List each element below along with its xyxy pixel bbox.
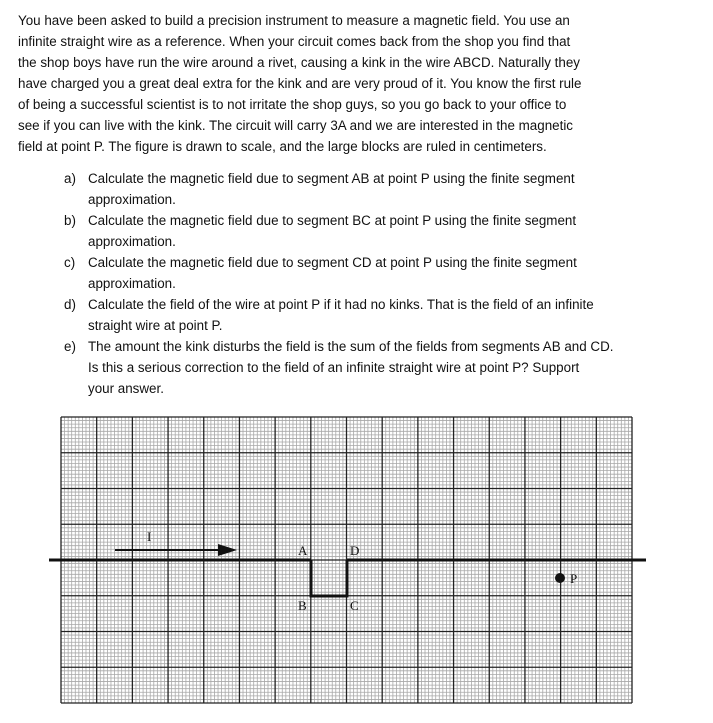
intro-line: have charged you a great deal extra for the kink and are very proud of it. You know the first rule — [18, 76, 582, 91]
question-text-line: Calculate the magnetic field due to segment AB at point P using the finite segment — [88, 171, 575, 186]
label-c: C — [350, 598, 359, 613]
current-label: I — [147, 529, 152, 544]
question-text-line: approximation. — [88, 234, 176, 249]
question-label: c) — [64, 255, 76, 270]
question-text-line: Is this a serious correction to the field of an infinite straight wire at point P? Support — [88, 360, 580, 375]
question-text-line: your answer. — [88, 381, 164, 396]
question-label: a) — [64, 171, 76, 186]
intro-line: infinite straight wire as a reference. When your circuit comes back from the shop you find that — [18, 34, 571, 49]
intro-line: see if you can live with the kink. The circuit will carry 3A and we are interested in the magnetic — [18, 118, 573, 133]
point-p-marker — [555, 573, 565, 583]
label-p: P — [570, 571, 578, 586]
label-b: B — [298, 598, 307, 613]
question-text-line: Calculate the magnetic field due to segment CD at point P using the finite segment — [88, 255, 577, 270]
label-d: D — [350, 543, 360, 558]
intro-line: You have been asked to build a precision instrument to measure a magnetic field. You use an — [18, 13, 570, 28]
question-text-line: straight wire at point P. — [88, 318, 223, 333]
question-text-line: Calculate the field of the wire at point P if it had no kinks. That is the field of an infinite — [88, 297, 594, 312]
question-text-line: approximation. — [88, 276, 176, 291]
intro-line: field at point P. The figure is drawn to scale, and the large blocks are ruled in centimeters. — [18, 139, 547, 154]
question-label: d) — [64, 297, 76, 312]
question-text-line: approximation. — [88, 192, 176, 207]
intro-line: the shop boys have run the wire around a rivet, causing a kink in the wire ABCD. Naturally they — [18, 55, 580, 70]
question-label: b) — [64, 213, 76, 228]
label-a: A — [298, 543, 308, 558]
question-label: e) — [64, 339, 76, 354]
intro-line: of being a successful scientist is to not irritate the shop guys, so you go back to your office to — [18, 97, 567, 112]
question-text-line: Calculate the magnetic field due to segment BC at point P using the finite segment — [88, 213, 577, 228]
question-text-line: The amount the kink disturbs the field is the sum of the fields from segments AB and CD. — [88, 339, 614, 354]
